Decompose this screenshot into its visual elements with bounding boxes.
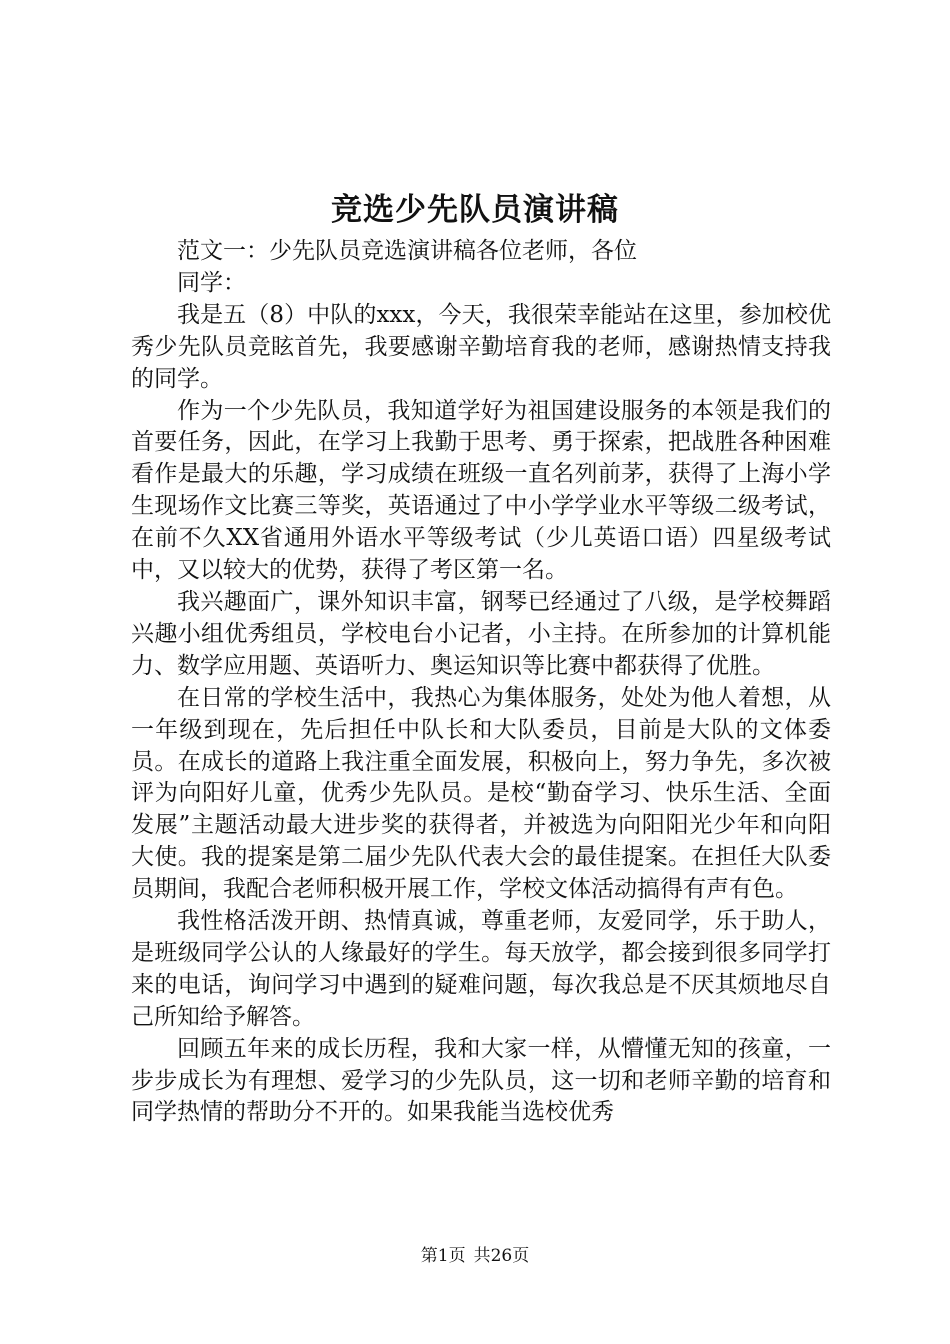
page-footer xyxy=(0,1245,950,1267)
body-paragraph: 在日常的学校生活中，我热心为集体服务，处处为他人着想，从一年级到现在，先后担任中队长和大队委员，目前是大队的文体委员。在成长的道路上我注重全面发展，积极向上，努力争先，多次被评为向阳好儿童，优秀少先队员。是校“勤奋学习、快乐生活、全面发展”主题活动最大进步奖的获得者，并被选为向阳阳光少年和向阳大使。我的提案是第二届少先队代表大会的最佳提案。在担任大队委员期间，我配合老师积极开展工作，学校文体活动搞得有声有色。 xyxy=(131,684,831,903)
page-total: 共26页 xyxy=(473,1246,530,1266)
body-paragraph: 我兴趣面广，课外知识丰富，钢琴已经通过了八级，是学校舞蹈兴趣小组优秀组员，学校电台小记者，小主持。在所参加的计算机能力、数学应用题、英语听力、奥运知识等比赛中都获得了优胜。 xyxy=(131,588,831,679)
body-paragraph: 我是五（8）中队的xxx，今天，我很荣幸能站在这里，参加校优秀少先队员竞眩首先，我要感谢辛勤培育我的老师，感谢热情支持我的同学。 xyxy=(131,301,831,392)
document-body xyxy=(131,236,831,1129)
intro-line: 同学： xyxy=(177,269,246,296)
intro-line: 范文一：少先队员竞选演讲稿各位老师，各位 xyxy=(177,238,637,264)
body-paragraph: 作为一个少先队员，我知道学好为祖国建设服务的本领是我们的首要任务，因此，在学习上我勤于思考、勇于探索，把战胜各种困难看作是最大的乐趣，学习成绩在班级一直名列前茅，获得了上海小学生现场作文比赛三等奖，英语通过了中小学学业水平等级二级考试，在前不久XX省通用外语水平等级考试（少儿英语口语）四星级考试中，又以较大的优势，获得了考区第一名。 xyxy=(131,397,831,584)
body-paragraph: 回顾五年来的成长历程，我和大家一样，从懵懂无知的孩童，一步步成长为有理想、爱学习的少先队员，这一切和老师辛勤的培育和同学热情的帮助分不开的。如果我能当选校优秀 xyxy=(131,1035,831,1126)
body-paragraph: 我性格活泼开朗、热情真诚，尊重老师，友爱同学，乐于助人，是班级同学公认的人缘最好的学生。每天放学，都会接到很多同学打来的电话，询问学习中遇到的疑难问题，每次我总是不厌其烦地尽自己所知给予解答。 xyxy=(131,908,831,1030)
page-number: 第1页 xyxy=(420,1246,466,1266)
document-title: 竞选少先队员演讲稿 xyxy=(331,192,619,228)
